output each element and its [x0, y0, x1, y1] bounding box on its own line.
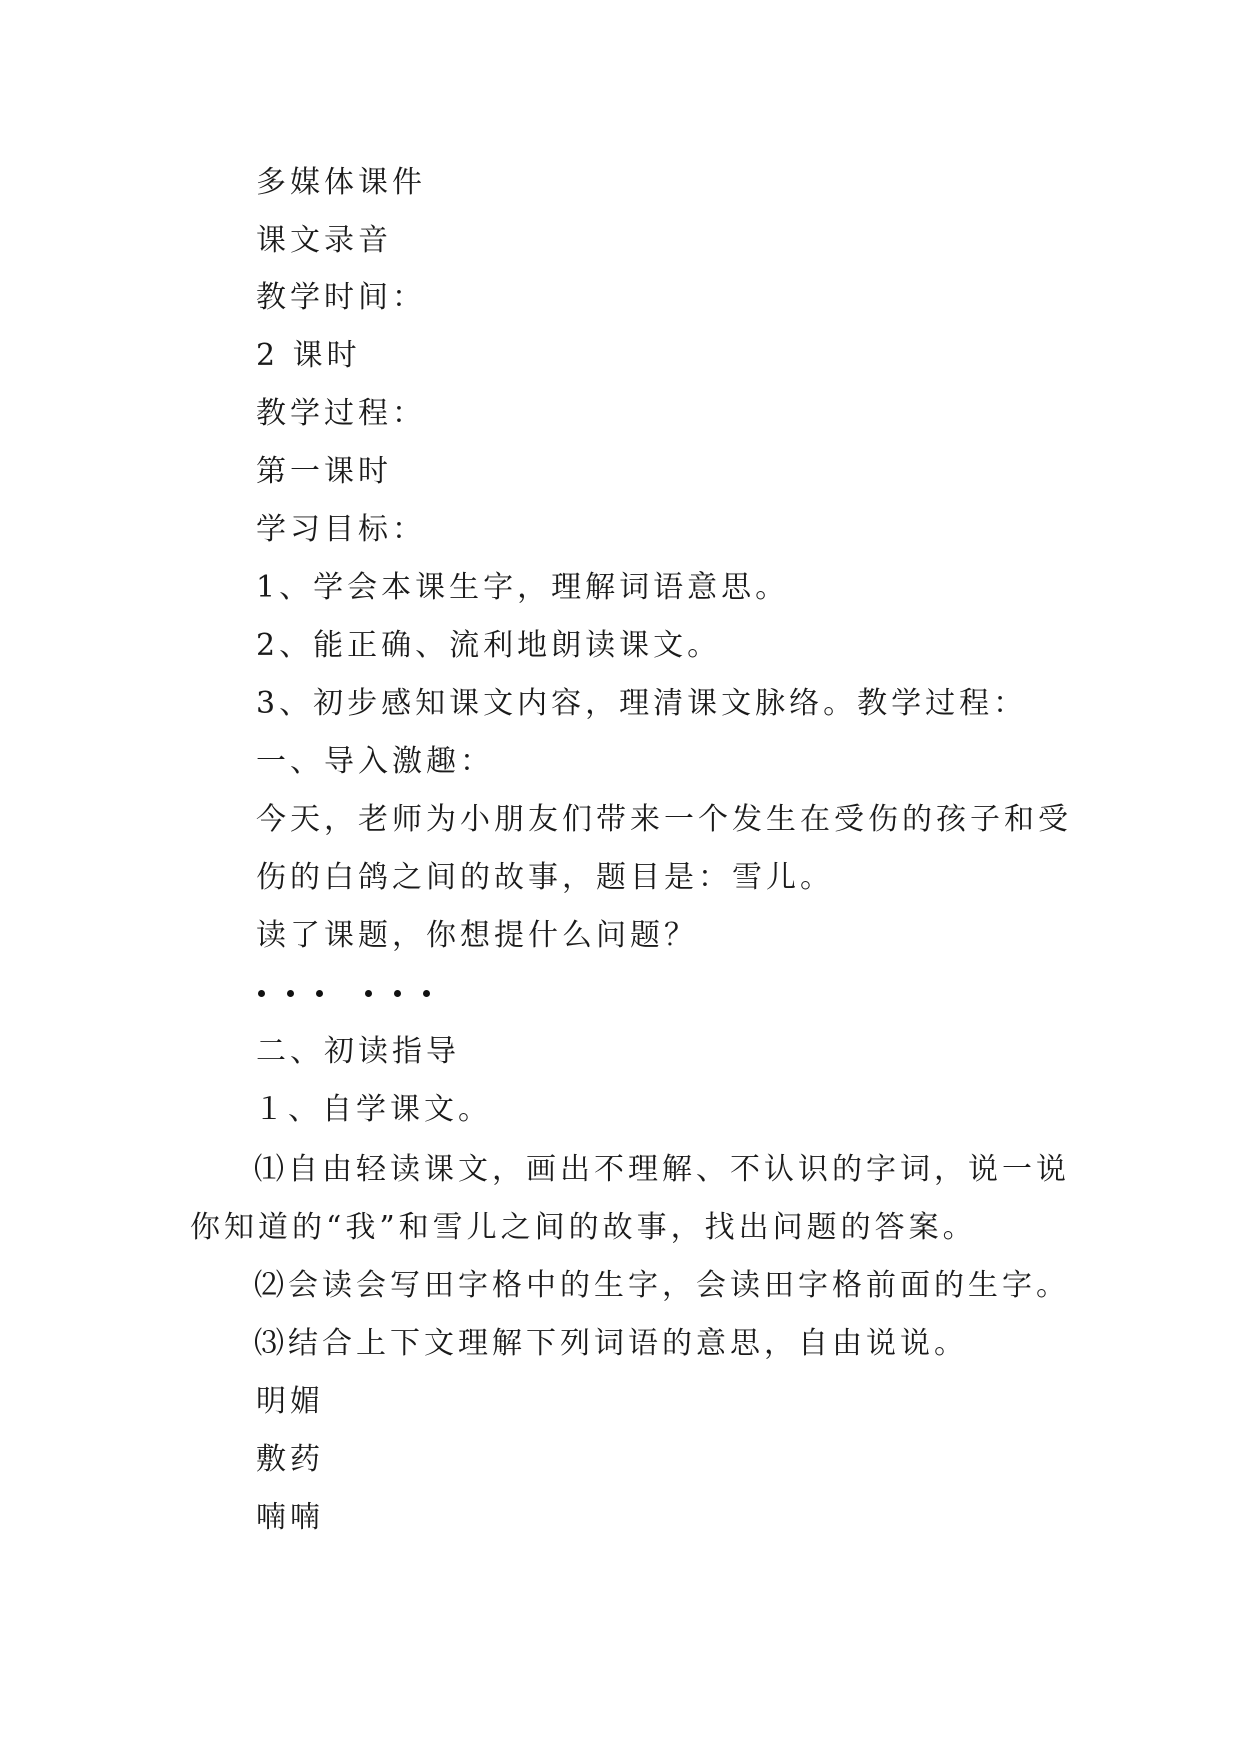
text-line: 第一课时: [256, 454, 392, 489]
dot-icon: [423, 990, 430, 997]
text-line: 2、能正确、流利地朗读课文。: [256, 628, 722, 663]
text-line: 1、学会本课生字，理解词语意思。: [256, 570, 790, 605]
text-line: 明媚: [256, 1384, 324, 1419]
dot-icon: [287, 990, 294, 997]
text-line: 教学过程：: [256, 396, 426, 431]
text-line: ⑵会读会写田字格中的生字，会读田字格前面的生字。: [254, 1268, 1070, 1303]
text-line: １、自学课文。: [254, 1092, 492, 1127]
text-line: 多媒体课件: [256, 165, 426, 200]
text-line: 3、初步感知课文内容，理清课文脉络。教学过程：: [256, 686, 1028, 721]
dot-icon: [365, 990, 372, 997]
dot-icon: [394, 990, 401, 997]
text-line: 课文录音: [256, 223, 392, 258]
text-line: 教学时间：: [256, 280, 426, 315]
text-line: 今天，老师为小朋友们带来一个发生在受伤的孩子和受: [256, 802, 1072, 837]
text-line: 敷药: [256, 1442, 324, 1477]
text-line: 学习目标：: [256, 512, 426, 547]
ellipsis-dots: [258, 981, 452, 1005]
dot-icon: [258, 990, 265, 997]
text-line: 二、初读指导: [256, 1034, 460, 1069]
text-line: 伤的白鸽之间的故事，题目是：雪儿。: [256, 860, 834, 895]
text-line: 读了课题，你想提什么问题？: [256, 918, 698, 953]
text-line: 你知道的“我”和雪儿之间的故事，找出问题的答案。: [190, 1210, 977, 1245]
text-line: 喃喃: [256, 1500, 324, 1535]
dot-icon: [316, 990, 323, 997]
text-line: 2 课时: [256, 338, 361, 373]
text-line: ⑶结合上下文理解下列词语的意思，自由说说。: [254, 1326, 968, 1361]
text-line: 一、导入激趣：: [256, 744, 494, 779]
text-line: ⑴自由轻读课文，画出不理解、不认识的字词，说一说: [254, 1152, 1070, 1187]
